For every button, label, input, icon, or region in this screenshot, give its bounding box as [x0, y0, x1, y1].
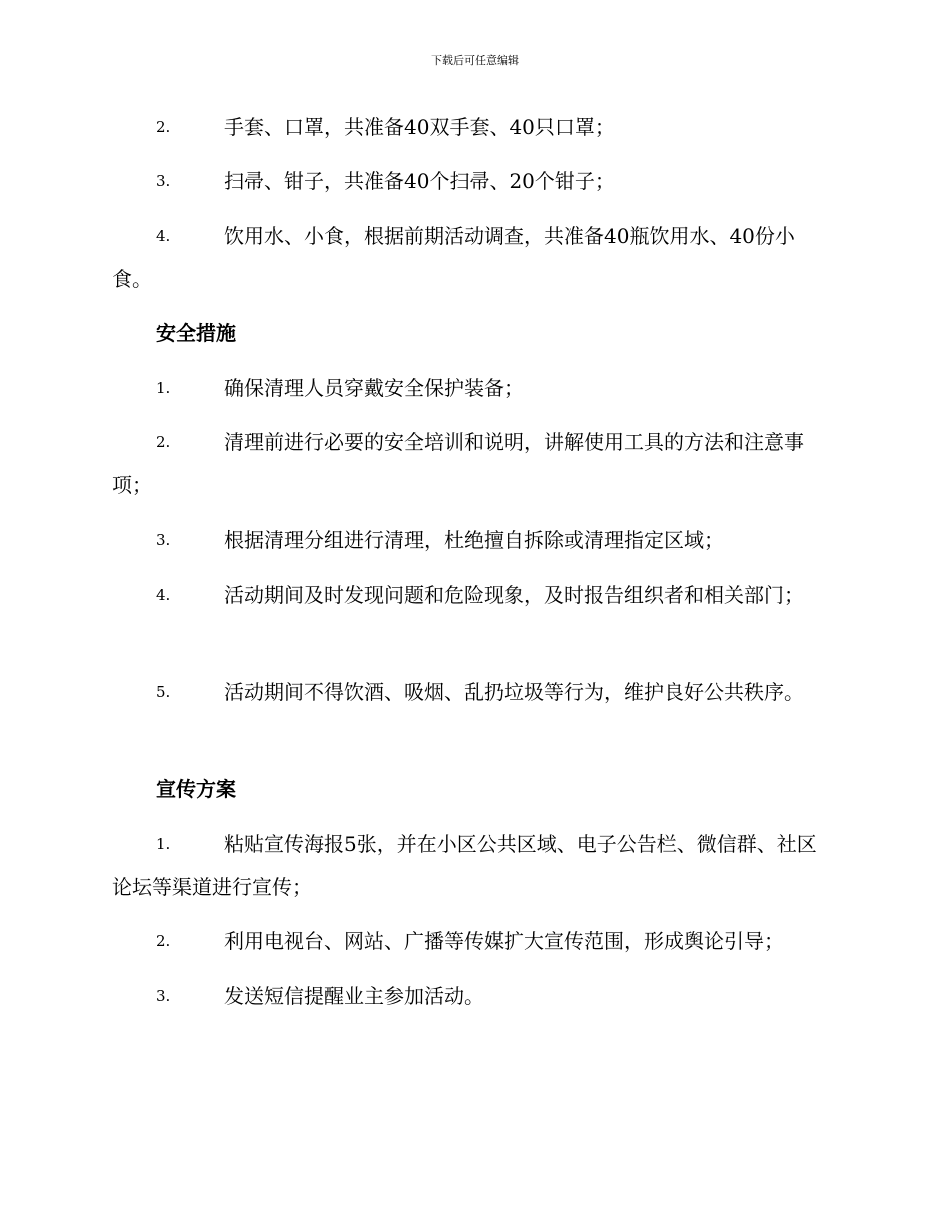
list-item-number: 2. — [156, 433, 171, 451]
list-item-text: 粘贴宣传海报5张，并在小区公共区域、电子公告栏、微信群、社区论坛等渠道进行宣传； — [112, 832, 817, 899]
list-item-number: 1. — [156, 835, 171, 853]
list-item — [112, 823, 834, 909]
page-header: 下载后可任意编辑 — [431, 54, 519, 67]
section-heading-publicity: 宣传方案 — [156, 777, 236, 801]
list-item-number: 1. — [156, 379, 171, 397]
list-item-number: 3. — [156, 987, 171, 1005]
list-item-text: 扫帚、钳子，共准备40个扫帚、20个钳子； — [224, 169, 615, 193]
list-item — [112, 106, 834, 149]
list-item — [112, 975, 834, 1018]
list-item-text: 饮用水、小食，根据前期活动调查，共准备40瓶饮用水、40份小食。 — [112, 224, 795, 291]
list-item-number: 4. — [156, 586, 171, 604]
list-item-text: 手套、口罩，共准备40双手套、40只口罩； — [224, 115, 615, 139]
list-item-text: 确保清理人员穿戴安全保护装备； — [224, 376, 524, 400]
section-heading-safety: 安全措施 — [156, 321, 236, 345]
list-item-number: 3. — [156, 531, 171, 549]
list-item — [112, 671, 834, 714]
list-item-text: 利用电视台、网站、广播等传媒扩大宣传范围，形成舆论引导； — [224, 929, 784, 953]
list-item — [112, 920, 834, 963]
list-item — [112, 215, 834, 301]
list-item — [112, 574, 834, 617]
list-item — [112, 421, 834, 507]
list-item-number: 2. — [156, 118, 171, 136]
list-item-text: 活动期间不得饮酒、吸烟、乱扔垃圾等行为，维护良好公共秩序。 — [224, 680, 804, 704]
list-item — [112, 519, 834, 562]
list-item-number: 4. — [156, 227, 171, 245]
list-item-text: 发送短信提醒业主参加活动。 — [224, 984, 484, 1008]
list-item-text: 根据清理分组进行清理，杜绝擅自拆除或清理指定区域； — [224, 528, 724, 552]
list-item — [112, 160, 834, 203]
list-item-text: 清理前进行必要的安全培训和说明，讲解使用工具的方法和注意事项； — [112, 430, 804, 497]
list-item-number: 5. — [156, 683, 171, 701]
list-item-number: 2. — [156, 932, 171, 950]
list-item-text: 活动期间及时发现问题和危险现象，及时报告组织者和相关部门； — [224, 583, 804, 607]
list-item-number: 3. — [156, 172, 171, 190]
list-item — [112, 367, 834, 410]
